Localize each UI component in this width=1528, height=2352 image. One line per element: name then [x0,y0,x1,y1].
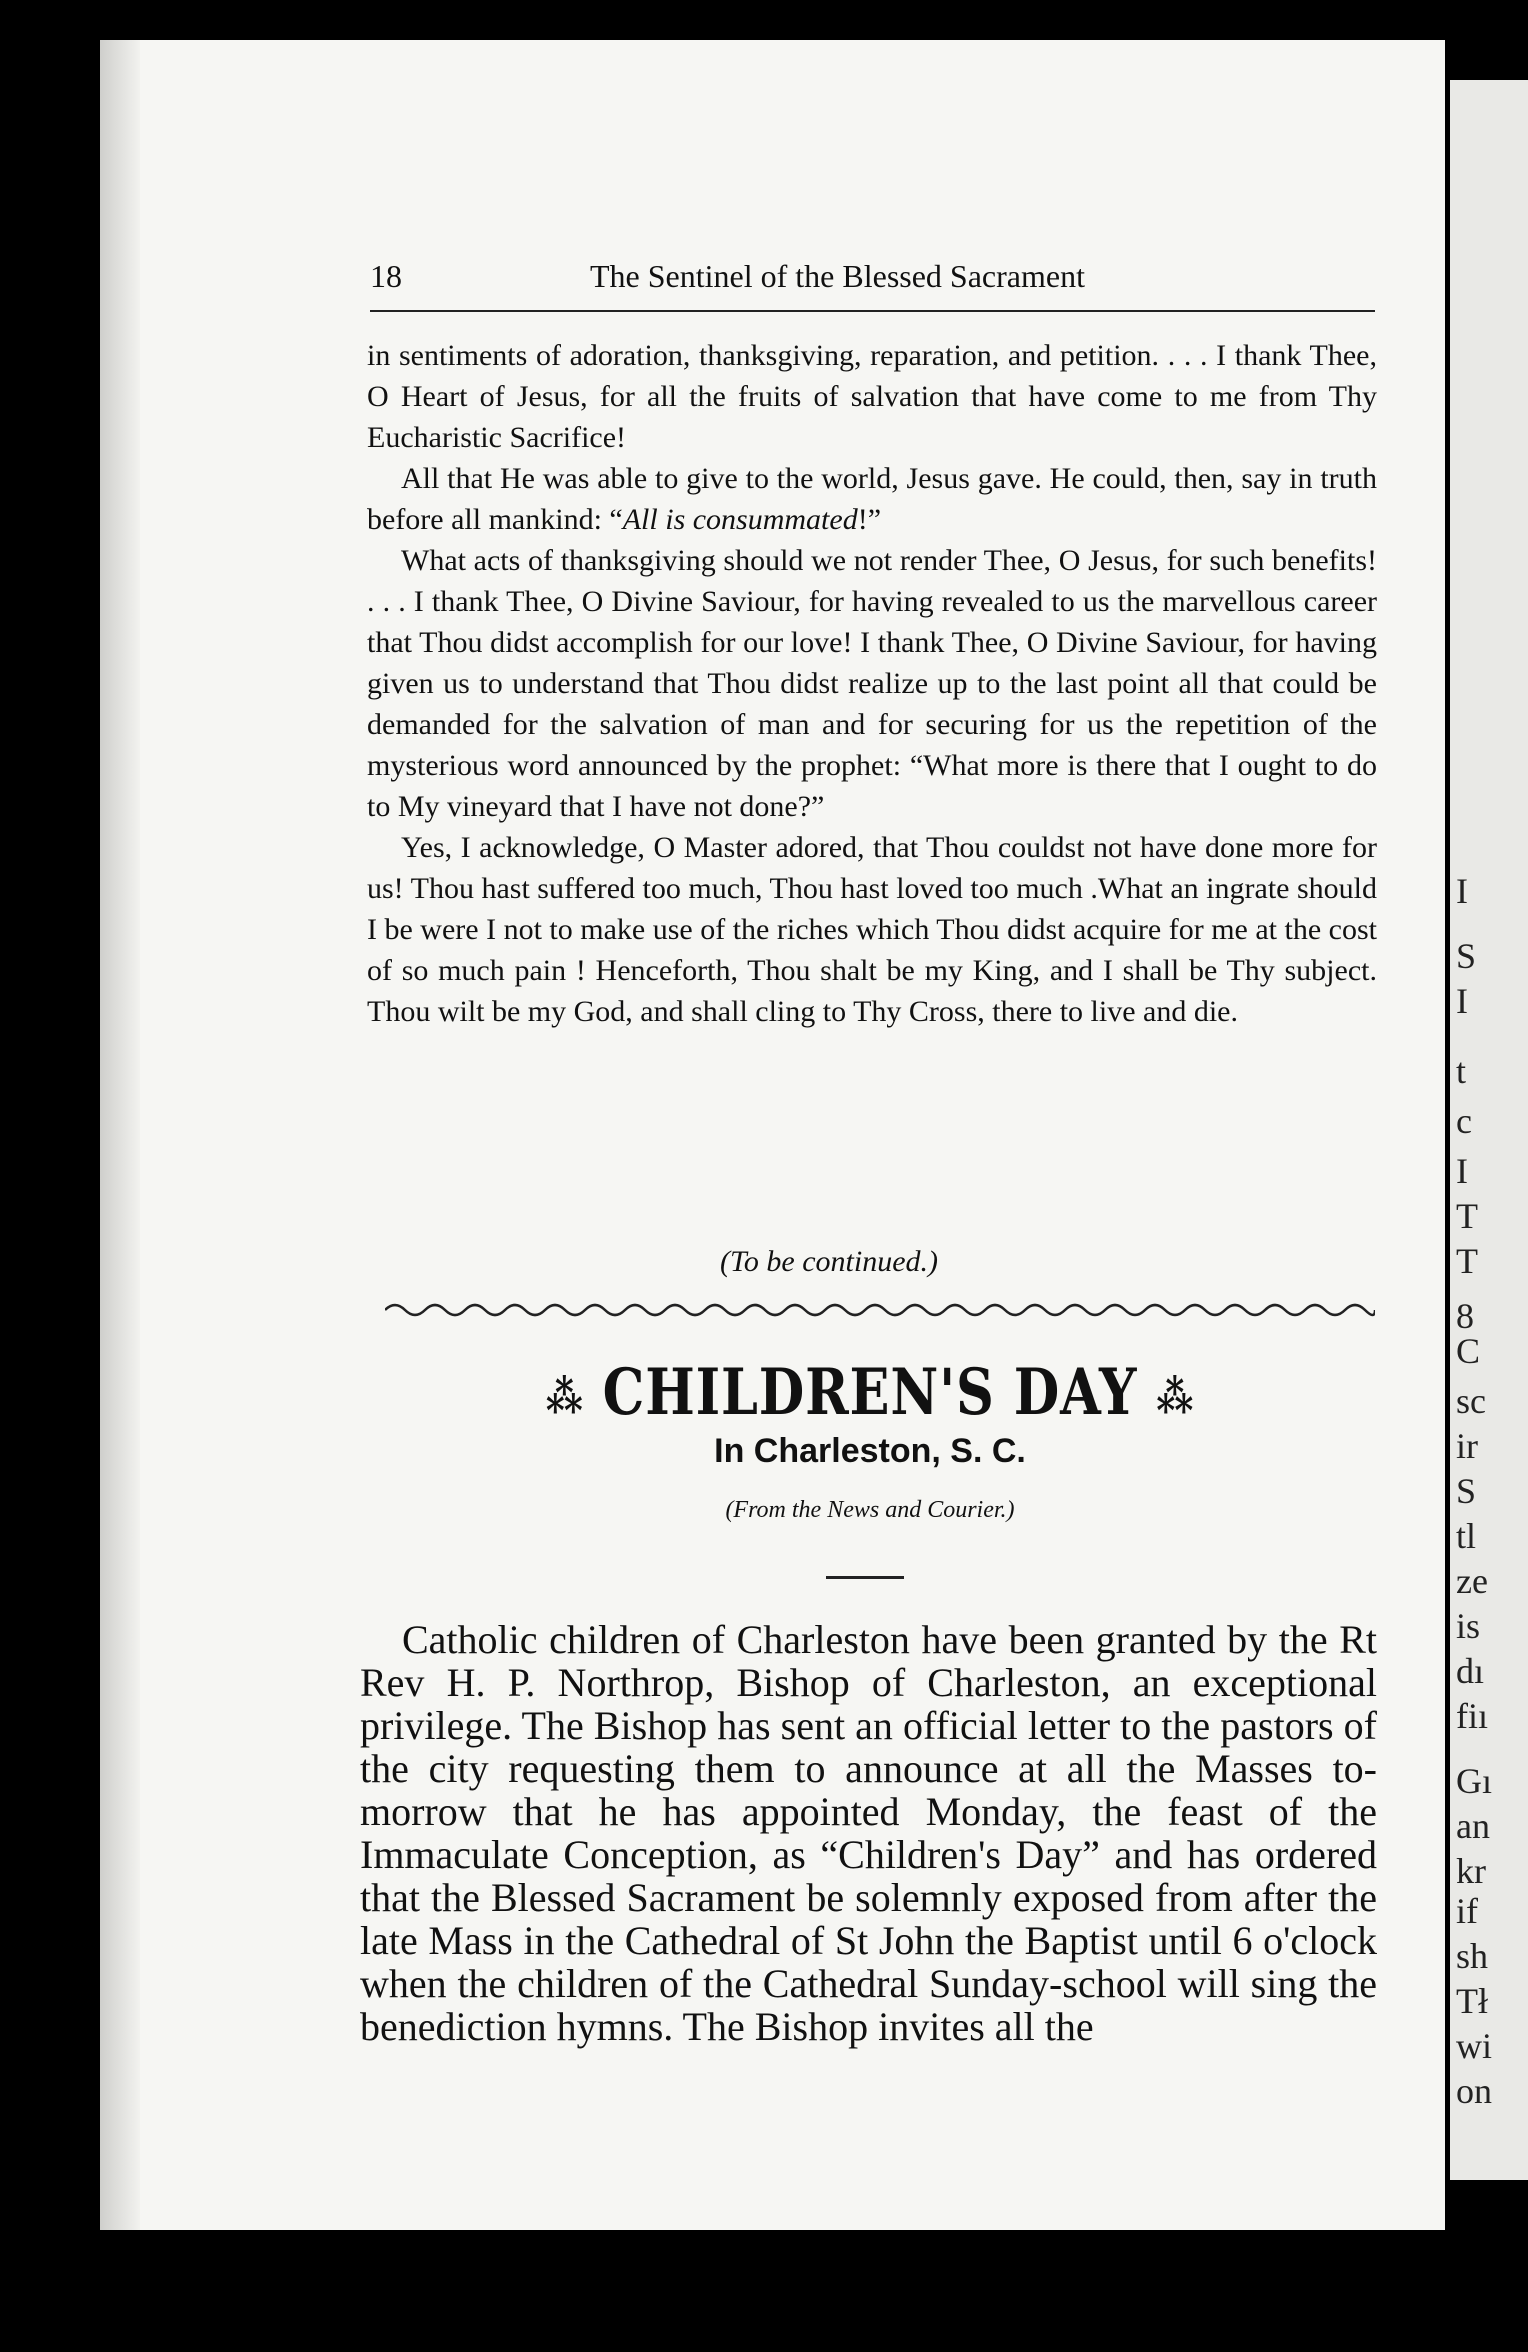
article-title-text: CHILDREN'S DAY [602,1355,1138,1430]
quote-italic: All is consummated [622,503,858,536]
facing-page-text: sh [1456,1936,1489,1976]
running-title: The Sentinel of the Blessed Sacrament [590,258,1085,294]
facing-page-text: an [1456,1806,1490,1846]
facing-page-text: T [1456,1241,1478,1281]
paragraph [367,458,1377,540]
header-rule [370,310,1375,312]
facing-page-text: Tł [1456,1981,1488,2021]
paragraph-text: All that He was able to give to the world, Jesus gave. He could, then, say in truth before all mankind: “ [367,462,1377,536]
facing-page-text: wi [1456,2026,1492,2066]
page-edge [100,40,140,2230]
facing-page-text: ir [1456,1426,1478,1466]
facing-page-text: Gı [1456,1761,1492,1801]
fleuron-left-icon: ⁂ [545,1372,584,1423]
facing-page-text: I [1456,1151,1468,1191]
wavy-divider [385,1300,1375,1320]
facing-page-text: t [1456,1051,1467,1091]
fleuron-right-icon: ⁂ [1156,1372,1195,1423]
facing-page-text: is [1456,1606,1481,1646]
facing-page-text: tl [1456,1516,1477,1556]
article-source: (From the News and Courier.) [725,1497,1015,1523]
article-continuation [367,335,1377,1032]
facing-page-text: I [1456,871,1468,911]
facing-page-text: S [1456,936,1477,976]
facing-page-text: ze [1456,1561,1488,1601]
paragraph-text: !” [857,503,882,536]
facing-page-text: c [1456,1101,1472,1141]
facing-page-text: on [1456,2071,1492,2111]
paragraph: What acts of thanksgiving should we not render Thee, O Jesus, for such benefits! . . . I thank Thee, O Divine Saviour, for having revealed to us the marvellous career that Thou didst accomplish for our love! I thank Thee, O Divine Saviour, for having given us to understand that Thou didst realize up to the last point all that could be demanded for the salvation of man and for securing for us the repetition of the mysterious word announced by the prophet: “What more is there that I ought to do to My vineyard that I have not done?” [367,544,1377,823]
facing-page-text: kr [1456,1851,1486,1891]
paragraph: Catholic children of Charleston have been granted by the Rt Rev H. P. Northrop, Bishop of Charleston, an exceptional privilege. The Bishop has sent an official letter to the pastors of the city requesting them to announce at all the Masses to-morrow that he has appointed Monday, the feast of the Immaculate Conception, as “Children's Day” and has ordered that the Blessed Sacrament be solemnly exposed from after the late Mass in the Cathedral of St John the Baptist until 6 o'clock when the children of the Cathedral Sunday-school will sing the benediction hymns. The Bishop invites all the [360,1617,1377,2049]
facing-page-text: fiı [1456,1696,1488,1736]
article-subtitle: In Charleston, S. C. [714,1432,1026,1470]
facing-page-text: S [1456,1471,1477,1511]
paragraph: in sentiments of adoration, thanksgiving, reparation, and petition. . . . I thank Thee, O Heart of Jesus, for all the fruits of salvation that have come to me from Thy Eucharistic Sacrifice! [367,339,1377,454]
short-divider [826,1576,904,1579]
facing-page-text: 8 [1456,1296,1474,1336]
page-header [370,258,1370,308]
paragraph: Yes, I acknowledge, O Master adored, that Thou couldst not have done more for us! Thou hast suffered too much, Thou hast loved too much .What an ingrate should I be were I not to make use of the riches which Thou didst acquire for me at the cost of so much pain ! Henceforth, Thou shalt be my King, and I shall be Thy subject. Thou wilt be my God, and shall cling to Thy Cross, there to live and die. [367,831,1377,1028]
facing-page-edge [1450,80,1528,2180]
article-body [360,1618,1377,2048]
article-title [460,1355,1280,1430]
facing-page-text: sc [1456,1381,1486,1421]
facing-page-text: dı [1456,1651,1485,1691]
facing-page-text: T [1456,1196,1478,1236]
page-number: 18 [370,258,402,294]
to-be-continued: (To be continued.) [720,1245,939,1278]
facing-page-text: I [1456,981,1468,1021]
facing-page-text: C [1456,1331,1481,1371]
facing-page-text: if [1456,1891,1478,1931]
